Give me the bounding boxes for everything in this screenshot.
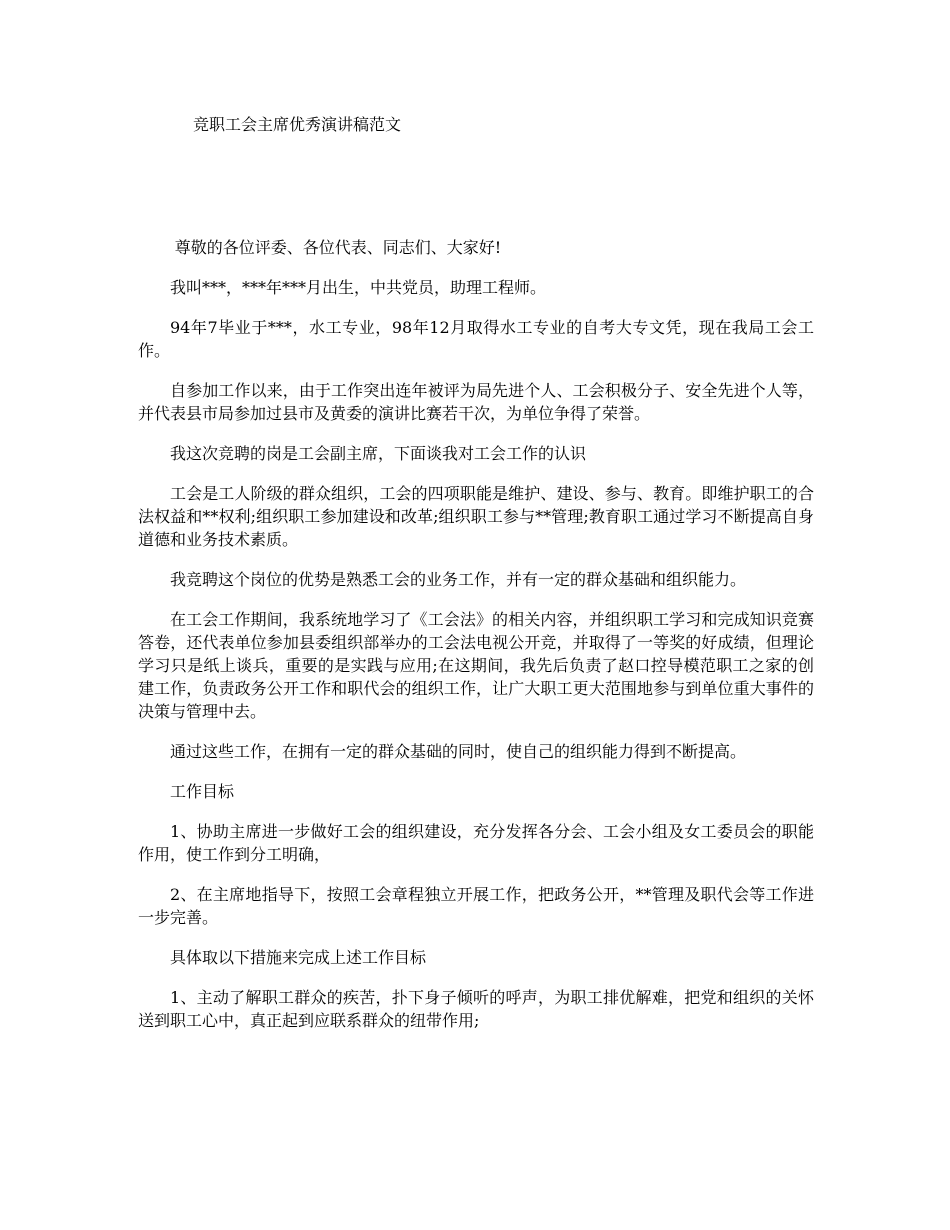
paragraph-experience: 在工会工作期间，我系统地学习了《工会法》的相关内容，并组织职工学习和完成知识竞赛答卷，还代表单位参加县委组织部举办的工会法电视公开竞，并取得了一等奖的好成绩，但理论学习只是纸上谈兵，重要的是实践与应用;在这期间，我先后负责了赵口控导模范职工之家的创建工作，负责政务公开工作和职代会的组织工作，让广大职工更大范围地参与到单位重大事件的决策与管理中去。: [138, 610, 814, 721]
paragraph-union-functions: 工会是工人阶级的群众组织，工会的四项职能是维护、建设、参与、教育。即维护职工的合法权益和**权利;组织职工参加建设和改革;组织职工参与**管理;教育职工通过学习不断提高自身道德和业务技术素质。: [138, 484, 814, 549]
paragraph-education: 94年7毕业于***，水工专业，98年12月取得水工专业的自考大专文凭，现在我局工会工作。: [138, 318, 814, 360]
paragraph-greeting: 尊敬的各位评委、各位代表、同志们、大家好!: [174, 238, 502, 257]
list-item-goal-2: 2、在主席地指导下，按照工会章程独立开展工作，把政务公开，**管理及职代会等工作进一步完善。: [138, 885, 814, 927]
document-title: 竞职工会主席优秀演讲稿范文: [193, 115, 402, 134]
paragraph-introduction: 我叫***，***年***月出生，中共党员，助理工程师。: [170, 278, 547, 297]
paragraph-position: 我这次竞聘的岗是工会副主席，下面谈我对工会工作的认识: [170, 444, 587, 463]
list-item-goal-1: 1、协助主席进一步做好工会的组织建设，充分发挥各分会、工会小组及女工委员会的职能作用，使工作到分工明确，: [138, 822, 814, 864]
section-heading-goals: 工作目标: [170, 782, 235, 801]
paragraph-advantages: 我竞聘这个岗位的优势是熟悉工会的业务工作，并有一定的群众基础和组织能力。: [170, 570, 747, 589]
paragraph-achievements: 自参加工作以来，由于工作突出连年被评为局先进个人、工会积极分子、安全先进个人等，并代表县市局参加过县市及黄委的演讲比赛若干次，为单位争得了荣誉。: [138, 381, 814, 423]
list-item-measure-1: 1、主动了解职工群众的疾苦，扑下身子倾听的呼声，为职工排优解难，把党和组织的关怀送到职工心中，真正起到应联系群众的纽带作用;: [138, 988, 814, 1030]
document-body: [138, 236, 814, 1049]
section-heading-measures: 具体取以下措施来完成上述工作目标: [170, 948, 427, 967]
paragraph-ability: 通过这些工作，在拥有一定的群众基础的同时，使自己的组织能力得到不断提高。: [170, 742, 747, 761]
